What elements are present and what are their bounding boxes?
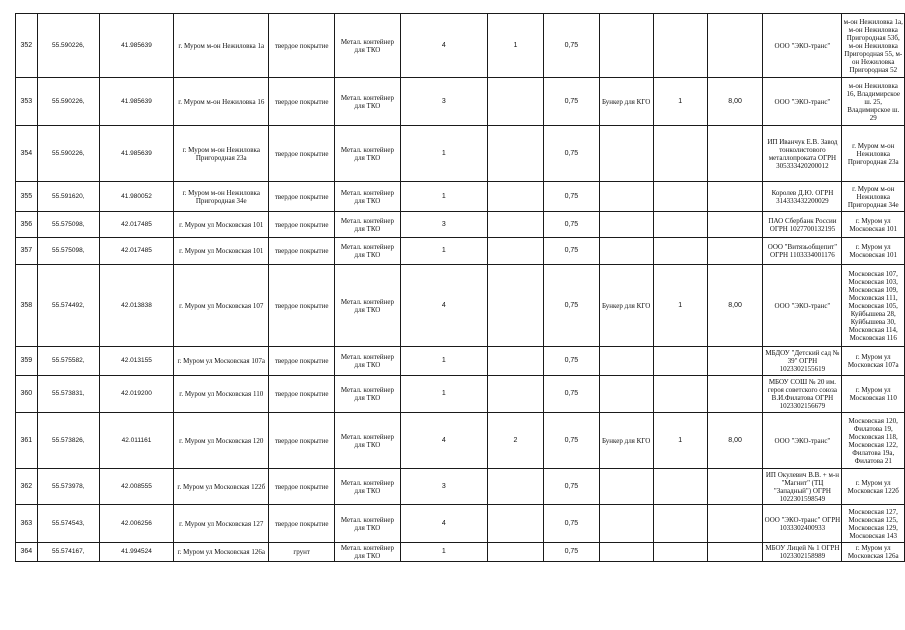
latitude-cell: 55.590226, [37, 78, 99, 126]
latitude-cell: 55.575582, [37, 347, 99, 376]
container-type-cell: Метал. контейнер для ТКО [335, 182, 401, 212]
row-number-cell: 352 [16, 14, 38, 78]
container-count-cell: 1 [400, 543, 487, 562]
row-number-cell: 353 [16, 78, 38, 126]
surface-cell: твердое покрытие [269, 347, 335, 376]
planned-container-count-cell [487, 347, 543, 376]
bunker-type-cell: Бункер для КГО [599, 78, 653, 126]
longitude-cell: 42.011161 [99, 413, 174, 469]
waste-sources-cell: Московская 120, Филатова 19, Московская 118, Московская 122, Филатова 19а, Филатова 21 [842, 413, 905, 469]
container-type-cell: Метал. контейнер для ТКО [335, 212, 401, 238]
bunker-volume-cell [707, 505, 763, 543]
container-type-cell: Метал. контейнер для ТКО [335, 505, 401, 543]
longitude-cell: 41.980052 [99, 182, 174, 212]
container-volume-cell: 0,75 [544, 469, 600, 505]
latitude-cell: 55.591620, [37, 182, 99, 212]
container-volume-cell: 0,75 [544, 126, 600, 182]
planned-container-count-cell [487, 505, 543, 543]
table-row [16, 413, 905, 469]
container-volume-cell: 0,75 [544, 14, 600, 78]
address-cell: г. Муром ул Московская 122б [174, 469, 269, 505]
row-number-cell: 359 [16, 347, 38, 376]
bunker-volume-cell [707, 212, 763, 238]
longitude-cell: 42.017485 [99, 212, 174, 238]
owner-cell: МБОУ СОШ № 20 им. героя советского союза В.И.Филатова ОГРН 1023302156679 [763, 376, 842, 413]
address-cell: г. Муром ул Московская 107а [174, 347, 269, 376]
bunker-volume-cell [707, 126, 763, 182]
container-type-cell: Метал. контейнер для ТКО [335, 347, 401, 376]
waste-sources-cell: г. Муром ул Московская 107а [842, 347, 905, 376]
table-row [16, 376, 905, 413]
longitude-cell: 42.019200 [99, 376, 174, 413]
row-number-cell: 360 [16, 376, 38, 413]
bunker-type-cell [599, 376, 653, 413]
longitude-cell: 42.008555 [99, 469, 174, 505]
bunker-count-cell [653, 469, 707, 505]
bunker-count-cell [653, 182, 707, 212]
planned-container-count-cell [487, 543, 543, 562]
waste-sources-cell: Московская 127, Московская 125, Московская 129, Московская 143 [842, 505, 905, 543]
owner-cell: ООО "Витязьобщепит" ОГРН 1103334001176 [763, 238, 842, 265]
container-volume-cell: 0,75 [544, 413, 600, 469]
address-cell: г. Муром ул Московская 101 [174, 212, 269, 238]
bunker-type-cell [599, 238, 653, 265]
row-number-cell: 356 [16, 212, 38, 238]
bunker-count-cell [653, 505, 707, 543]
container-volume-cell: 0,75 [544, 265, 600, 347]
latitude-cell: 55.574543, [37, 505, 99, 543]
latitude-cell: 55.590226, [37, 14, 99, 78]
owner-cell: ИП Иванчук Е.В. Завод тонколистового металлопроката ОГРН 305333420200012 [763, 126, 842, 182]
planned-container-count-cell [487, 469, 543, 505]
surface-cell: твердое покрытие [269, 182, 335, 212]
surface-cell: грунт [269, 543, 335, 562]
surface-cell: твердое покрытие [269, 265, 335, 347]
waste-sources-cell: г. Муром м-он Нежиловка Пригородная 34е [842, 182, 905, 212]
container-count-cell: 4 [400, 14, 487, 78]
owner-cell: ООО "ЭКО-транс" [763, 265, 842, 347]
container-volume-cell: 0,75 [544, 182, 600, 212]
bunker-type-cell: Бункер для КГО [599, 413, 653, 469]
bunker-type-cell [599, 505, 653, 543]
surface-cell: твердое покрытие [269, 212, 335, 238]
bunker-volume-cell [707, 376, 763, 413]
bunker-type-cell [599, 543, 653, 562]
container-count-cell: 1 [400, 126, 487, 182]
bunker-count-cell [653, 126, 707, 182]
container-volume-cell: 0,75 [544, 376, 600, 413]
surface-cell: твердое покрытие [269, 469, 335, 505]
address-cell: г. Муром м-он Нежиловка Пригородная 23а [174, 126, 269, 182]
bunker-count-cell: 1 [653, 265, 707, 347]
container-count-cell: 3 [400, 469, 487, 505]
longitude-cell: 41.985639 [99, 14, 174, 78]
container-type-cell: Метал. контейнер для ТКО [335, 78, 401, 126]
container-volume-cell: 0,75 [544, 78, 600, 126]
surface-cell: твердое покрытие [269, 126, 335, 182]
bunker-type-cell [599, 347, 653, 376]
row-number-cell: 355 [16, 182, 38, 212]
owner-cell: ООО "ЭКО-транс" [763, 78, 842, 126]
container-count-cell: 4 [400, 413, 487, 469]
surface-cell: твердое покрытие [269, 413, 335, 469]
table-row [16, 182, 905, 212]
planned-container-count-cell: 2 [487, 413, 543, 469]
planned-container-count-cell [487, 78, 543, 126]
owner-cell: ПАО Сбербанк России ОГРН 1027700132195 [763, 212, 842, 238]
waste-sources-cell: г. Муром ул Московская 101 [842, 238, 905, 265]
planned-container-count-cell [487, 182, 543, 212]
address-cell: г. Муром м-он Нежиловка 16 [174, 78, 269, 126]
latitude-cell: 55.573831, [37, 376, 99, 413]
bunker-volume-cell: 8,00 [707, 413, 763, 469]
container-count-cell: 1 [400, 376, 487, 413]
container-count-cell: 1 [400, 347, 487, 376]
bunker-count-cell: 1 [653, 413, 707, 469]
table-row [16, 212, 905, 238]
bunker-count-cell: 1 [653, 78, 707, 126]
row-number-cell: 363 [16, 505, 38, 543]
address-cell: г. Муром ул Московская 101 [174, 238, 269, 265]
container-type-cell: Метал. контейнер для ТКО [335, 238, 401, 265]
waste-sources-cell: г. Муром ул Московская 110 [842, 376, 905, 413]
table-row [16, 14, 905, 78]
bunker-volume-cell: 8,00 [707, 265, 763, 347]
latitude-cell: 55.573826, [37, 413, 99, 469]
table-row [16, 126, 905, 182]
container-type-cell: Метал. контейнер для ТКО [335, 126, 401, 182]
container-count-cell: 1 [400, 182, 487, 212]
bunker-volume-cell [707, 14, 763, 78]
container-volume-cell: 0,75 [544, 347, 600, 376]
planned-container-count-cell [487, 212, 543, 238]
container-count-cell: 4 [400, 265, 487, 347]
surface-cell: твердое покрытие [269, 78, 335, 126]
container-count-cell: 1 [400, 238, 487, 265]
bunker-type-cell: Бункер для КГО [599, 265, 653, 347]
longitude-cell: 41.985639 [99, 126, 174, 182]
address-cell: г. Муром ул Московская 127 [174, 505, 269, 543]
planned-container-count-cell [487, 126, 543, 182]
bunker-count-cell [653, 543, 707, 562]
latitude-cell: 55.575098, [37, 238, 99, 265]
container-count-cell: 4 [400, 505, 487, 543]
owner-cell: МБОУ Лицей № 1 ОГРН 1023302158989 [763, 543, 842, 562]
container-volume-cell: 0,75 [544, 212, 600, 238]
planned-container-count-cell: 1 [487, 14, 543, 78]
surface-cell: твердое покрытие [269, 238, 335, 265]
bunker-type-cell [599, 212, 653, 238]
bunker-count-cell [653, 376, 707, 413]
table-row [16, 347, 905, 376]
bunker-count-cell [653, 212, 707, 238]
latitude-cell: 55.574492, [37, 265, 99, 347]
table-row [16, 238, 905, 265]
row-number-cell: 357 [16, 238, 38, 265]
container-type-cell: Метал. контейнер для ТКО [335, 413, 401, 469]
row-number-cell: 364 [16, 543, 38, 562]
row-number-cell: 358 [16, 265, 38, 347]
address-cell: г. Муром м-он Нежиловка Пригородная 34е [174, 182, 269, 212]
table-row [16, 265, 905, 347]
container-volume-cell: 0,75 [544, 238, 600, 265]
bunker-type-cell [599, 126, 653, 182]
longitude-cell: 41.985639 [99, 78, 174, 126]
row-number-cell: 354 [16, 126, 38, 182]
planned-container-count-cell [487, 376, 543, 413]
bunker-volume-cell: 8,00 [707, 78, 763, 126]
surface-cell: твердое покрытие [269, 376, 335, 413]
longitude-cell: 42.017485 [99, 238, 174, 265]
address-cell: г. Муром ул Московская 110 [174, 376, 269, 413]
container-count-cell: 3 [400, 212, 487, 238]
latitude-cell: 55.575098, [37, 212, 99, 238]
container-type-cell: Метал. контейнер для ТКО [335, 376, 401, 413]
registry-table [15, 13, 905, 562]
planned-container-count-cell [487, 238, 543, 265]
table-row [16, 78, 905, 126]
table-row [16, 505, 905, 543]
owner-cell: ООО "ЭКО-транс" [763, 14, 842, 78]
surface-cell: твердое покрытие [269, 14, 335, 78]
owner-cell: МБДОУ "Детский сад № 39" ОГРН 1023302155619 [763, 347, 842, 376]
waste-sources-cell: м-он Нежиловка 1а, м-он Нежиловка Пригородная 53б, м-он Нежиловка Пригородная 55, м-он Нежиловка Пригородная 52 [842, 14, 905, 78]
bunker-volume-cell [707, 182, 763, 212]
address-cell: г. Муром ул Московская 126а [174, 543, 269, 562]
owner-cell: Королев Д.Ю. ОГРН 314333432200029 [763, 182, 842, 212]
longitude-cell: 42.013838 [99, 265, 174, 347]
bunker-volume-cell [707, 543, 763, 562]
waste-sources-cell: г. Муром ул Московская 122б [842, 469, 905, 505]
container-type-cell: Метал. контейнер для ТКО [335, 14, 401, 78]
container-volume-cell: 0,75 [544, 505, 600, 543]
container-type-cell: Метал. контейнер для ТКО [335, 469, 401, 505]
owner-cell: ООО "ЭКО-транс" ОГРН 1033302400933 [763, 505, 842, 543]
bunker-volume-cell [707, 238, 763, 265]
bunker-count-cell [653, 14, 707, 78]
latitude-cell: 55.590226, [37, 126, 99, 182]
row-number-cell: 361 [16, 413, 38, 469]
container-count-cell: 3 [400, 78, 487, 126]
address-cell: г. Муром ул Московская 107 [174, 265, 269, 347]
waste-sources-cell: г. Муром м-он Нежиловка Пригородная 23а [842, 126, 905, 182]
longitude-cell: 42.006256 [99, 505, 174, 543]
table-row [16, 543, 905, 562]
waste-sources-cell: г. Муром ул Московская 101 [842, 212, 905, 238]
bunker-count-cell [653, 347, 707, 376]
bunker-type-cell [599, 14, 653, 78]
waste-sources-cell: м-он Нежиловка 16, Владимирское ш. 25, Владимирское ш. 29 [842, 78, 905, 126]
latitude-cell: 55.574167, [37, 543, 99, 562]
latitude-cell: 55.573978, [37, 469, 99, 505]
bunker-volume-cell [707, 469, 763, 505]
container-type-cell: Метал. контейнер для ТКО [335, 265, 401, 347]
planned-container-count-cell [487, 265, 543, 347]
bunker-type-cell [599, 182, 653, 212]
owner-cell: ООО "ЭКО-транс" [763, 413, 842, 469]
waste-sources-cell: г. Муром ул Московская 126а [842, 543, 905, 562]
bunker-volume-cell [707, 347, 763, 376]
bunker-count-cell [653, 238, 707, 265]
container-type-cell: Метал. контейнер для ТКО [335, 543, 401, 562]
waste-sources-cell: Московская 107, Московская 103, Московская 109, Московская 111, Московская 105, Куйбышева 28, Куйбышева 30, Московская 114, Московская 116 [842, 265, 905, 347]
address-cell: г. Муром м-он Нежиловка 1а [174, 14, 269, 78]
address-cell: г. Муром ул Московская 120 [174, 413, 269, 469]
owner-cell: ИП Окулевич В.В. + м-н "Магнит" (ТЦ "Западный") ОГРН 1022301598549 [763, 469, 842, 505]
surface-cell: твердое покрытие [269, 505, 335, 543]
longitude-cell: 42.013155 [99, 347, 174, 376]
longitude-cell: 41.994524 [99, 543, 174, 562]
table-body [16, 14, 905, 562]
table-row [16, 469, 905, 505]
row-number-cell: 362 [16, 469, 38, 505]
container-volume-cell: 0,75 [544, 543, 600, 562]
bunker-type-cell [599, 469, 653, 505]
